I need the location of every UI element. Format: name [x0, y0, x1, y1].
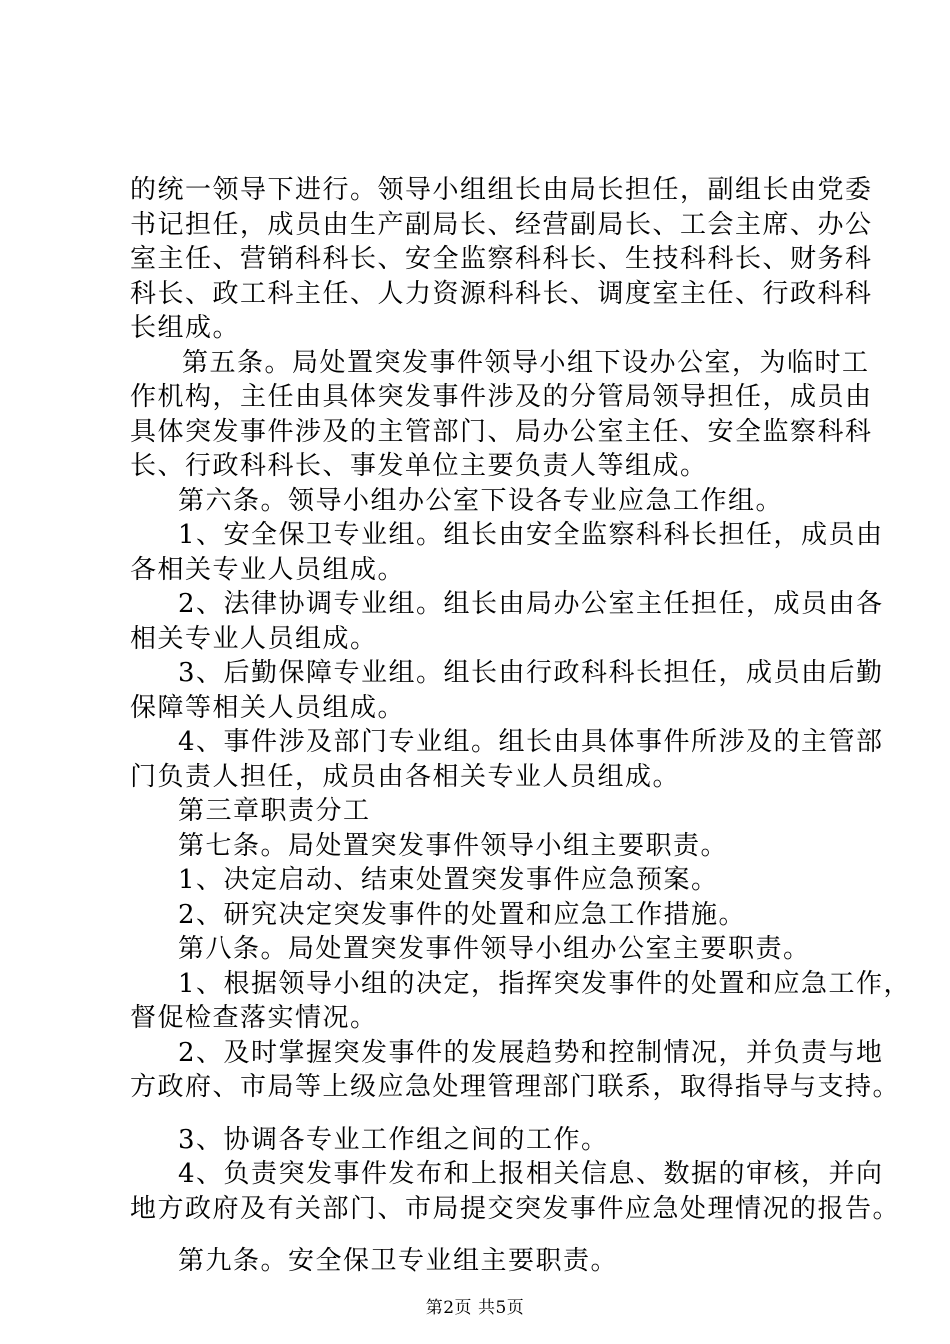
article-9-heading: 第九条。安全保卫专业组主要职责。 [178, 1246, 619, 1276]
body-line-2: 书记担任，成员由生产副局长、经营副局长、工会主席、办公 [130, 209, 873, 240]
chapter-3-heading: 第三章职责分工 [178, 796, 371, 826]
body-line-4: 科长、政工科主任、人力资源科科长、调度室主任、行政科科 [130, 278, 873, 309]
body-line-16: 保障等相关人员组成。 [130, 692, 406, 723]
article-7-heading: 第七条。局处置突发事件领导小组主要职责。 [178, 830, 729, 861]
body-line-27: 方政府、市局等上级应急处理管理部门联系，取得指导与支持。 [130, 1072, 901, 1102]
item-logistics-group: 3、后勤保障专业组。组长由行政科科长担任，成员由后勤 [178, 658, 884, 688]
article-7-item-1: 1、决定启动、结束处置突发事件应急预案。 [178, 865, 719, 895]
item-security-group: 1、安全保卫专业组。组长由安全监察科科长担任，成员由 [178, 520, 884, 550]
body-line-1: 的统一领导下进行。领导小组组长由局长担任，副组长由党委 [130, 175, 873, 205]
article-7-item-2: 2、研究决定突发事件的处置和应急工作措施。 [178, 899, 747, 930]
article-8-item-3: 3、协调各专业工作组之间的工作。 [178, 1124, 609, 1155]
body-line-18: 门负责人担任，成员由各相关专业人员组成。 [130, 761, 681, 792]
article-8-item-2: 2、及时掌握突发事件的发展趋势和控制情况，并负责与地 [178, 1037, 884, 1068]
body-line-7: 作机构，主任由具体突发事件涉及的分管局领导担任，成员由 [130, 382, 873, 412]
article-5-heading: 第五条。局处置突发事件领导小组下设办公室，为临时工 [182, 347, 870, 378]
body-line-30: 地方政府及有关部门、市局提交突发事件应急处理情况的报告。 [130, 1193, 901, 1224]
body-line-8: 具体突发事件涉及的主管部门、局办公室主任、安全监察科科 [130, 416, 873, 447]
page-number-footer: 第2页 共5页 [425, 1297, 525, 1318]
body-line-3: 室主任、营销科科长、安全监察科科长、生技科科长、财务科 [130, 244, 873, 274]
body-line-5: 长组成。 [130, 313, 241, 343]
article-8-heading: 第八条。局处置突发事件领导小组办公室主要职责。 [178, 934, 811, 964]
body-line-14: 相关专业人员组成。 [130, 623, 378, 654]
item-legal-group: 2、法律协调专业组。组长由局办公室主任担任，成员由各 [178, 589, 884, 619]
body-line-25: 督促检查落实情况。 [130, 1003, 378, 1033]
article-8-item-1: 1、根据领导小组的决定，指挥突发事件的处置和应急工作， [178, 968, 912, 999]
item-department-group: 4、事件涉及部门专业组。组长由具体事件所涉及的主管部 [178, 727, 884, 757]
body-line-12: 各相关专业人员组成。 [130, 554, 406, 585]
body-line-9: 长、行政科科长、事发单位主要负责人等组成。 [130, 451, 708, 481]
article-6-heading: 第六条。领导小组办公室下设各专业应急工作组。 [178, 485, 784, 516]
article-8-item-4: 4、负责突发事件发布和上报相关信息、数据的审核，并向 [178, 1159, 884, 1189]
